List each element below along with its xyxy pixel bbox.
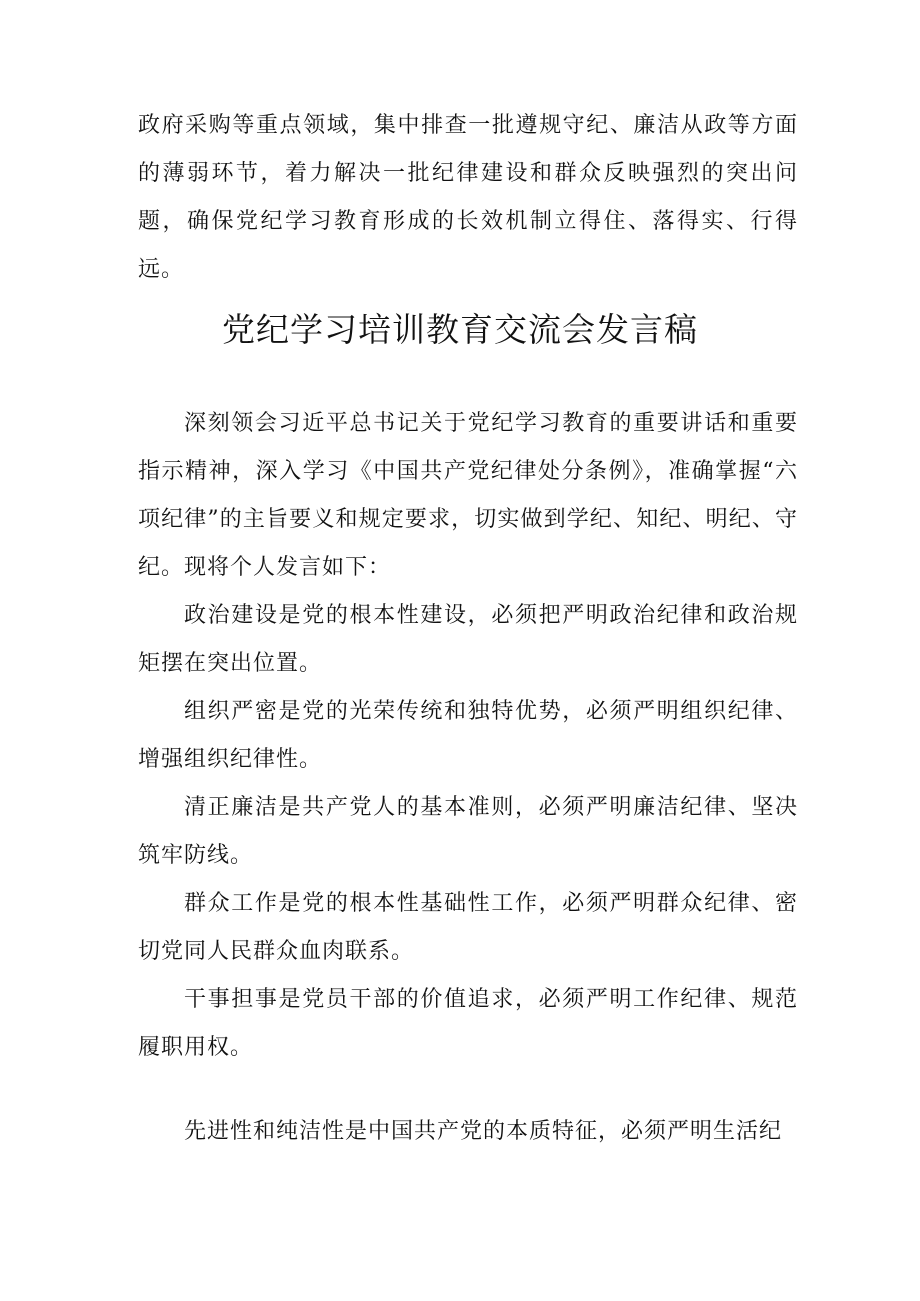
organizational-discipline-paragraph: 组织严密是党的光荣传统和独特优势，必须严明组织纪律、增强组织纪律性。 [138,699,798,772]
document-title: 党纪学习培训教育交流会发言稿 [222,310,698,349]
integrity-discipline-paragraph: 清正廉洁是共产党人的基本准则，必须严明廉洁纪律、坚决筑牢防线。 [138,795,798,868]
intro-paragraph: 深刻领会习近平总书记关于党纪学习教育的重要讲话和重要指示精神，深入学习《中国共产党纪律处分条例》，准确掌握“六项纪律”的主旨要义和规定要求，切实做到学纪、知纪、明纪、守纪。现将个人发言如下： [138,411,798,580]
work-discipline-paragraph: 干事担事是党员干部的价值追求，必须严明工作纪律、规范履职用权。 [138,987,798,1060]
political-discipline-paragraph: 政治建设是党的根本性建设，必须把严明政治纪律和政治规矩摆在突出位置。 [138,603,798,676]
life-discipline-paragraph: 先进性和纯洁性是中国共产党的本质特征，必须严明生活纪 [184,1119,783,1144]
mass-discipline-paragraph: 群众工作是党的根本性基础性工作，必须严明群众纪律、密切党同人民群众血肉联系。 [138,891,798,964]
lead-paragraph: 政府采购等重点领域，集中排查一批遵规守纪、廉洁从政等方面的薄弱环节，着力解决一批纪律建设和群众反映强烈的突出问题，确保党纪学习教育形成的长效机制立得住、落得实、行得远。 [138,113,798,282]
